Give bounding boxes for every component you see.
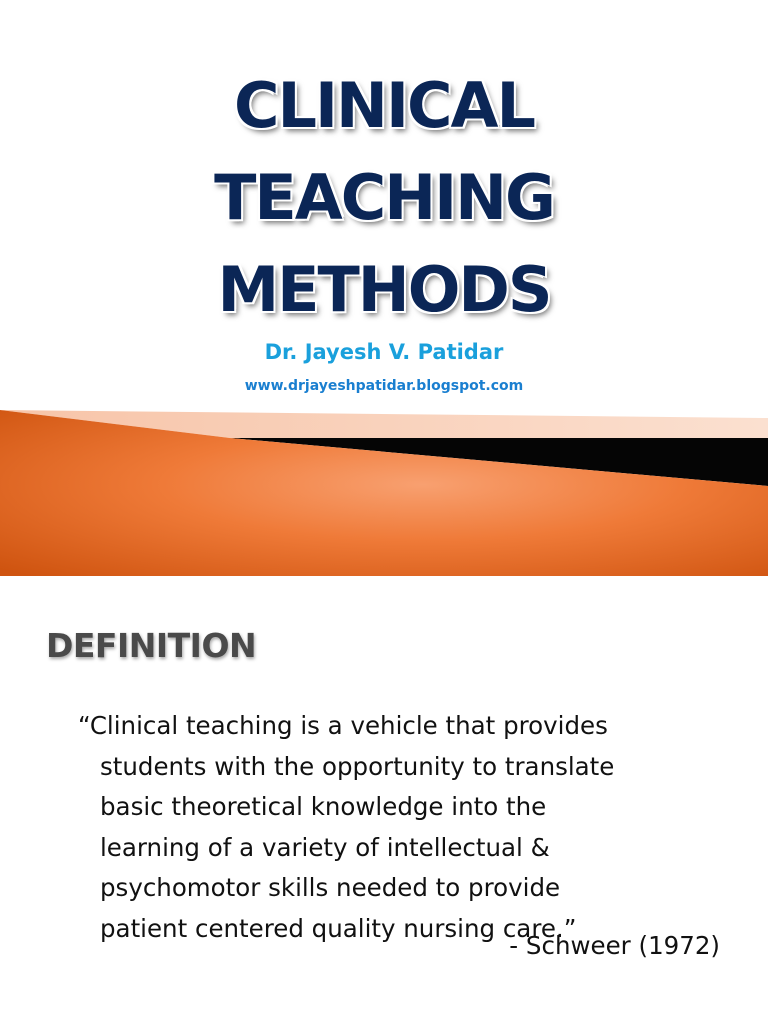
quote-line: students with the opportunity to translate: [100, 751, 615, 781]
author-name: Dr. Jayesh V. Patidar: [264, 340, 504, 364]
quote-line: basic theoretical knowledge into the: [100, 792, 547, 821]
quote-line: learning of a variety of intellectual &: [100, 832, 550, 862]
title-line: CLINICAL: [233, 69, 535, 142]
quote-line: patient centered quality nursing care.”: [100, 913, 577, 943]
slide-title: [0, 60, 768, 336]
title-line: METHODS: [217, 253, 551, 326]
quote-line: “Clinical teaching is a vehicle that provides: [78, 711, 608, 740]
definition-slide: [0, 576, 768, 1024]
decorative-banner: [0, 410, 768, 576]
definition-quote: [78, 706, 738, 949]
quote-line: psychomotor skills needed to provide: [100, 873, 561, 902]
section-heading: DEFINITION: [46, 626, 257, 665]
title-line: TEACHING: [214, 161, 554, 234]
quote-attribution: - Schweer (1972): [509, 931, 720, 960]
website-link[interactable]: www.drjayeshpatidar.blogspot.com: [244, 378, 524, 394]
